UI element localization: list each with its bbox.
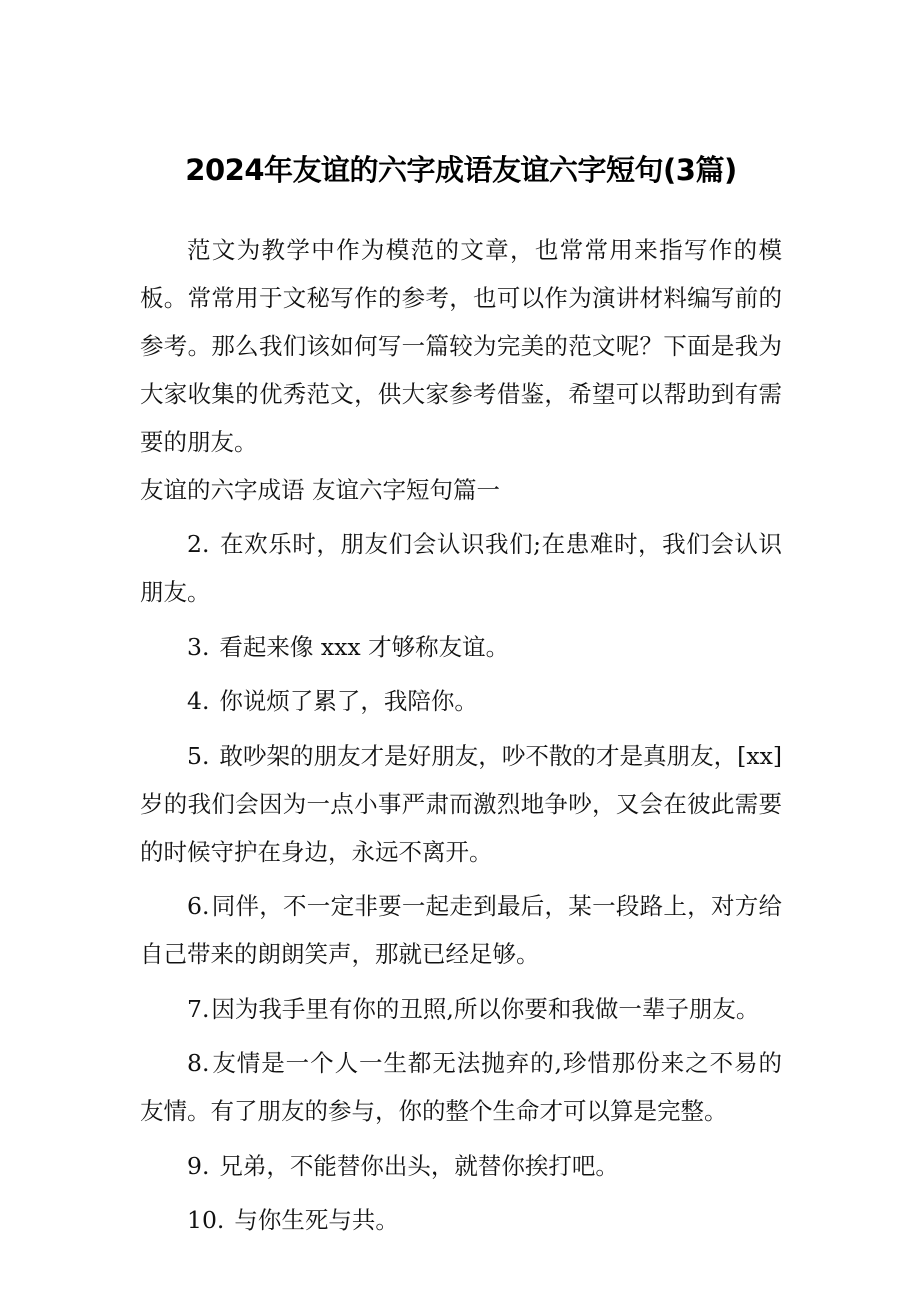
item-number: 3. xyxy=(187,632,210,661)
item-number: 8. xyxy=(187,1049,210,1077)
item-text: 与你生死与共。 xyxy=(234,1206,399,1234)
item-number: 6. xyxy=(187,892,210,920)
item-text: 兄弟，不能替你出头，就替你挨打吧。 xyxy=(219,1151,619,1180)
item-number: 9. xyxy=(187,1151,210,1180)
list-item xyxy=(140,1142,782,1190)
list-item xyxy=(140,1196,782,1244)
intro-paragraph: 范文为教学中作为模范的文章，也常常用来指写作的模板。常常用于文秘写作的参考，也可以作为演讲材料编写前的参考。那么我们该如何写一篇较为完美的范文呢？下面是我为大家收集的优秀范文，供大家参考借鉴，希望可以帮助到有需要的朋友。 xyxy=(140,236,782,456)
item-text: 友情是一个人一生都无法抛弃的,珍惜那份来之不易的友情。有了朋友的参与，你的整个生命才可以算是完整。 xyxy=(140,1049,782,1125)
item-text: 因为我手里有你的丑照,所以你要和我做一辈子朋友。 xyxy=(211,994,760,1023)
list-item xyxy=(140,520,782,616)
list-item xyxy=(140,732,782,876)
item-number: 2. xyxy=(187,530,210,558)
item-text: 看起来像 xxx 才够称友谊。 xyxy=(219,632,510,661)
list-item xyxy=(140,985,782,1033)
item-number: 10. xyxy=(187,1206,225,1234)
list-item xyxy=(140,623,782,671)
list-item xyxy=(140,677,782,725)
document-body xyxy=(140,226,782,1251)
item-list xyxy=(140,520,782,1244)
item-text: 你说烦了累了，我陪你。 xyxy=(219,687,478,715)
item-text: 同伴，不一定非要一起走到最后，某一段路上，对方给自己带来的朗朗笑声，那就已经足够。 xyxy=(140,892,782,968)
document-title: 2024年友谊的六字成语友谊六字短句(3篇) xyxy=(185,153,737,187)
item-text: 敢吵架的朋友才是好朋友，吵不散的才是真朋友，[xx]岁的我们会因为一点小事严肃而激烈地争吵，又会在彼此需要的时候守护在身边，永远不离开。 xyxy=(140,741,782,866)
list-item xyxy=(140,1039,782,1135)
item-text: 在欢乐时，朋友们会认识我们;在患难时，我们会认识朋友。 xyxy=(140,530,782,606)
list-item xyxy=(140,882,782,978)
item-number: 5. xyxy=(187,741,210,770)
item-number: 4. xyxy=(187,687,210,715)
item-number: 7. xyxy=(187,994,210,1023)
section-heading: 友谊的六字成语 友谊六字短句篇一 xyxy=(140,476,500,504)
